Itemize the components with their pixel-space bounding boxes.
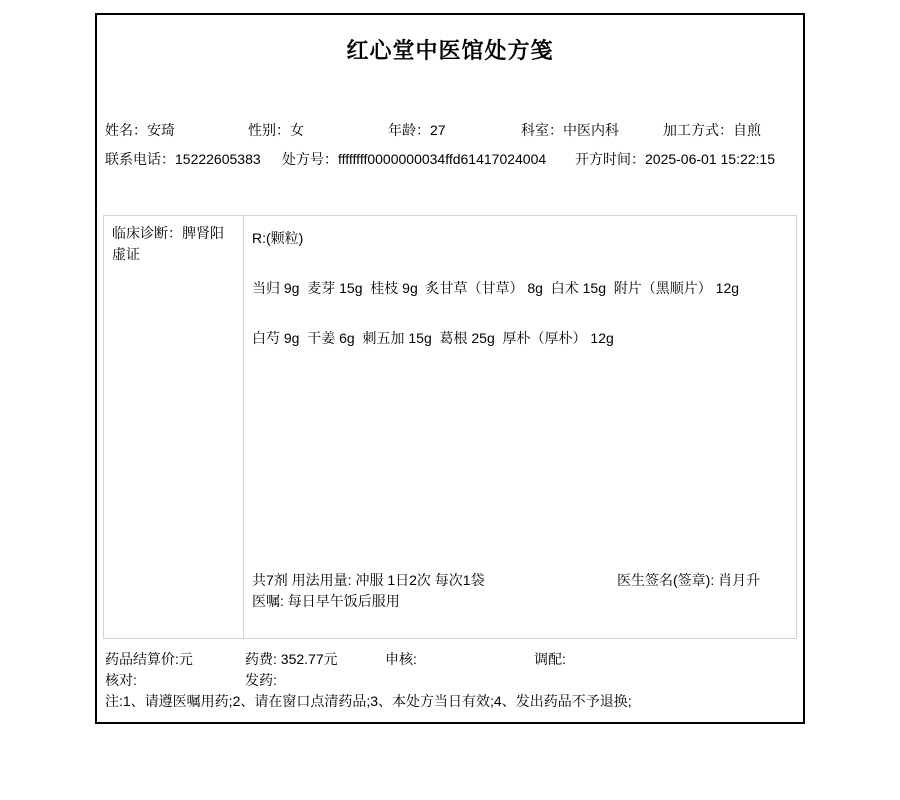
review-field (385, 650, 417, 668)
settlement-price-value: 元 (178, 651, 193, 667)
footer-note: 注:1、请遵医嘱用药;2、请在窗口点清药品;3、本处方当日有效;4、发出药品不予退换; (105, 693, 632, 709)
rx-cell (244, 216, 796, 638)
rx-top-block (252, 226, 784, 348)
dosage-line: 共7剂 用法用量: 冲服 1日2次 每次1袋 (252, 572, 485, 588)
department-field (521, 121, 619, 139)
patient-gender-value: 女 (290, 122, 304, 138)
processing-method-label: 加工方式： (663, 122, 733, 138)
usage-section (252, 570, 784, 612)
instruction-line (252, 591, 784, 612)
patient-name-label: 姓名： (105, 122, 147, 138)
diagnosis-label: 临床诊断： (112, 225, 182, 241)
herb-line-1: 当归 9g 麦芽 15g 桂枝 9g 炙甘草（甘草） 8g 白术 15g 附片（黑顺片） 12g (252, 280, 740, 296)
check-field (105, 671, 137, 689)
prescription-number-field (282, 150, 546, 168)
doctor-signature-value: 肖月升 (718, 572, 761, 588)
diagnosis-value: 脾肾阳虚证 (112, 225, 224, 262)
prepare-field (534, 650, 566, 668)
fee-label: 药费: (245, 651, 281, 667)
settlement-price-label: 药品结算价: (105, 651, 179, 667)
patient-age-field (388, 121, 446, 139)
fee-value: 352.77元 (280, 651, 338, 667)
patient-gender-field (248, 121, 304, 139)
patient-gender-label: 性别： (248, 122, 290, 138)
patient-name-value: 安琦 (147, 122, 175, 138)
review-label: 申核: (385, 651, 417, 667)
prescription-form (95, 13, 805, 724)
instruction-value: 每日早午饭后服用 (287, 593, 400, 609)
doctor-signature-label: 医生签名(签章): (617, 572, 719, 588)
check-label: 核对: (105, 672, 137, 688)
doctor-signature (617, 570, 760, 591)
settlement-price-field (105, 650, 193, 668)
phone-field (105, 150, 261, 168)
patient-name-field (105, 121, 175, 139)
prescription-number-value: ffffffff0000000034ffd61417024004 (338, 151, 547, 167)
issue-time-value: 2025-06-01 15:22:15 (645, 151, 775, 167)
diagnosis-cell (104, 216, 244, 638)
issue-time-field (575, 150, 775, 168)
dispense-field (245, 671, 277, 689)
instruction-label: 医嘱: (252, 593, 288, 609)
patient-age-label: 年龄： (388, 122, 430, 138)
herb-line-2: 白芍 9g 干姜 6g 刺五加 15g 葛根 25g 厚朴（厚朴） 12g (252, 330, 614, 346)
dispense-label: 发药: (245, 672, 277, 688)
patient-age-value: 27 (430, 122, 446, 138)
prescription-table (103, 215, 797, 639)
fee-field (245, 650, 338, 668)
prescription-number-label: 处方号： (282, 151, 338, 167)
rx-header: R:(颗粒) (252, 230, 304, 246)
department-label: 科室： (521, 122, 563, 138)
issue-time-label: 开方时间： (575, 151, 645, 167)
form-title: 红心堂中医馆处方笺 (346, 38, 554, 63)
department-value: 中医内科 (563, 122, 619, 138)
processing-method-field (663, 121, 761, 139)
processing-method-value: 自煎 (733, 122, 761, 138)
prepare-label: 调配: (534, 651, 566, 667)
phone-value: 15222605383 (175, 151, 261, 167)
phone-label: 联系电话： (105, 151, 175, 167)
